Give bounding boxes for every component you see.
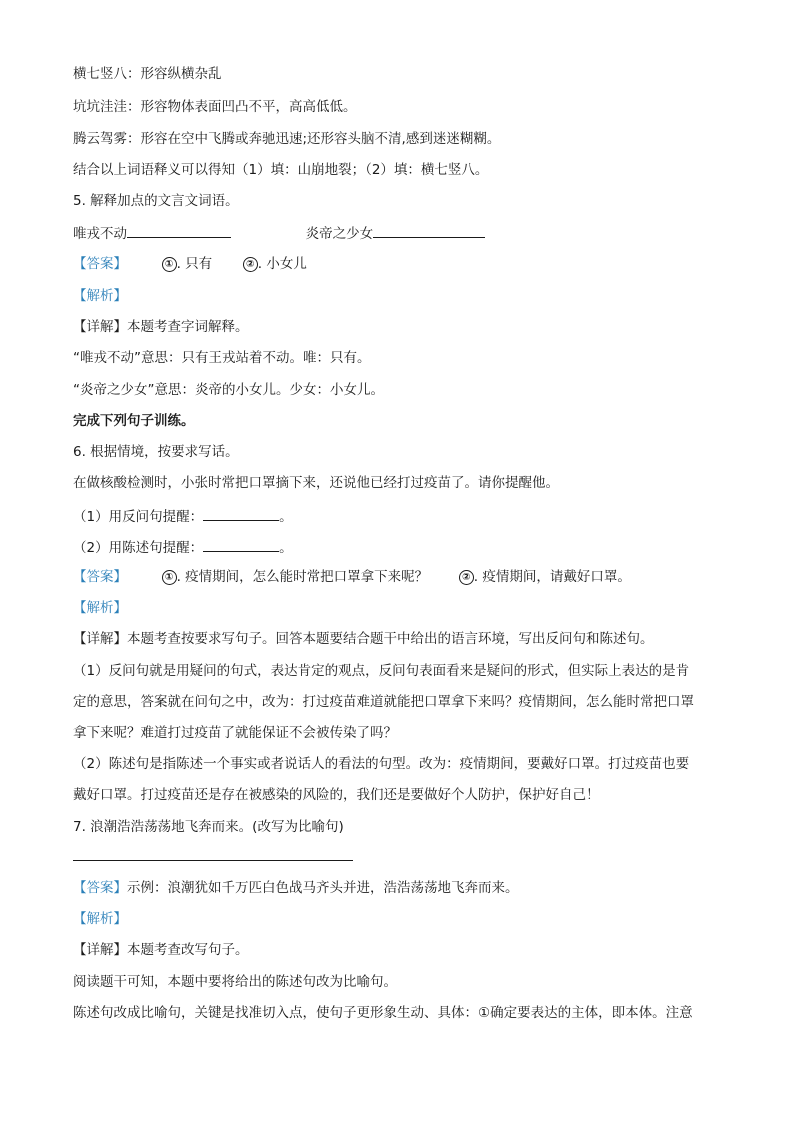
question-6-part-1 [73,505,293,527]
circled-number-1: ① [162,257,177,272]
answer-5 [73,254,307,274]
detail-text: 本题考查改写句子。 [127,942,249,958]
answer-6 [73,567,631,587]
explanation-7-1: 阅读题干可知，本题中要将给出的陈述句改为比喻句。 [73,974,397,990]
section-heading: 完成下列句子训练。 [73,413,195,429]
part-end: 。 [279,540,293,556]
explanation-6-2b: 戴好口罩。打过疫苗还是存在被感染的风险的，我们还是要做好个人防护，保护好自己！ [73,787,600,803]
explanation-6-1a: （1）反问句就是用疑问的句式，表达肯定的观点，反问句表面看来是疑问的形式，但实际上表达的是肯 [73,663,690,679]
explanation-5-1: “唯戎不动”意思：只有王戎站着不动。唯：只有。 [73,350,371,366]
analysis-label: 【解析】 [73,911,127,927]
part-label: （1）用反问句提醒： [73,509,204,525]
idiom-definition-tengyunjiawu: 腾云驾雾：形容在空中飞腾或奔驰迅速;还形容头脑不清,感到迷迷糊糊。 [73,131,501,147]
part-end: 。 [279,509,293,525]
question-6-part-2 [73,536,293,558]
question-5-items [73,222,485,244]
answer-value-1: . 只有 [176,256,213,272]
answer-blank [203,505,279,521]
detail-label: 【详解】 [73,942,127,958]
detail-label: 【详解】 [73,319,127,335]
q5-item-b: 炎帝之少女 [305,226,374,242]
explanation-6-1c: 拿下来呢？难道打过疫苗了就能保证不会被传染了吗？ [73,725,397,741]
question-6: 6. 根据情境，按要求写话。 [73,444,239,460]
explanation-6-2a: （2）陈述句是指陈述一个事实或者说话人的看法的句型。改为：疫情期间，要戴好口罩。打过疫苗也要 [73,756,690,772]
conclusion-line: 结合以上词语释义可以得知（1）填：山崩地裂；（2）填：横七竖八。 [73,162,489,178]
circled-number-2: ② [459,570,474,585]
explanation-6-1b: 定的意思，答案就在问句之中，改为：打过疫苗难道就能把口罩拿下来吗？疫情期间，怎么能时常把口罩 [73,694,694,710]
explanation-7-2: 陈述句改成比喻句，关键是找准切入点，使句子更形象生动、具体：①确定要表达的主体，即本体。注意 [73,1005,693,1021]
question-5: 5. 解释加点的文言文词语。 [73,193,239,209]
detail-6 [73,629,654,649]
question-7: 7. 浪潮浩浩荡荡地飞奔而来。(改写为比喻句) [73,819,344,835]
circled-number-1: ① [162,570,177,585]
answer-line [73,860,353,861]
answer-value-2: . 疫情期间，请戴好口罩。 [473,569,631,585]
answer-label: 【答案】 [73,880,127,896]
answer-value-2: . 小女儿 [257,256,307,272]
answer-7 [73,878,519,898]
idiom-definition-hengqishuba: 横七竖八：形容纵横杂乱 [73,66,222,82]
detail-label: 【详解】 [73,631,127,647]
explanation-5-2: “炎帝之少女”意思：炎帝的小女儿。少女：小女儿。 [73,382,384,398]
detail-text: 本题考查按要求写句子。回答本题要结合题干中给出的语言环境，写出反问句和陈述句。 [127,631,654,647]
answer-blank [127,222,231,238]
answer-blank [203,536,279,552]
question-6-context: 在做核酸检测时，小张时常把口罩摘下来，还说他已经打过疫苗了。请你提醒他。 [73,475,559,491]
detail-text: 本题考查字词解释。 [127,319,249,335]
detail-7 [73,940,249,960]
circled-number-2: ② [243,257,258,272]
q5-item-a: 唯戎不动 [73,226,127,242]
analysis-label: 【解析】 [73,288,127,304]
answer-label: 【答案】 [73,256,127,272]
answer-text: 示例：浪潮犹如千万匹白色战马齐头并进，浩浩荡荡地飞奔而来。 [127,880,519,896]
idiom-definition-kengkengwawa: 坑坑洼洼：形容物体表面凹凸不平，高高低低。 [73,99,357,115]
answer-blank [373,222,485,238]
part-label: （2）用陈述句提醒： [73,540,204,556]
analysis-label: 【解析】 [73,600,127,616]
detail-5 [73,317,249,337]
answer-value-1: . 疫情期间，怎么能时常把口罩拿下来呢？ [176,569,429,585]
answer-label: 【答案】 [73,569,127,585]
